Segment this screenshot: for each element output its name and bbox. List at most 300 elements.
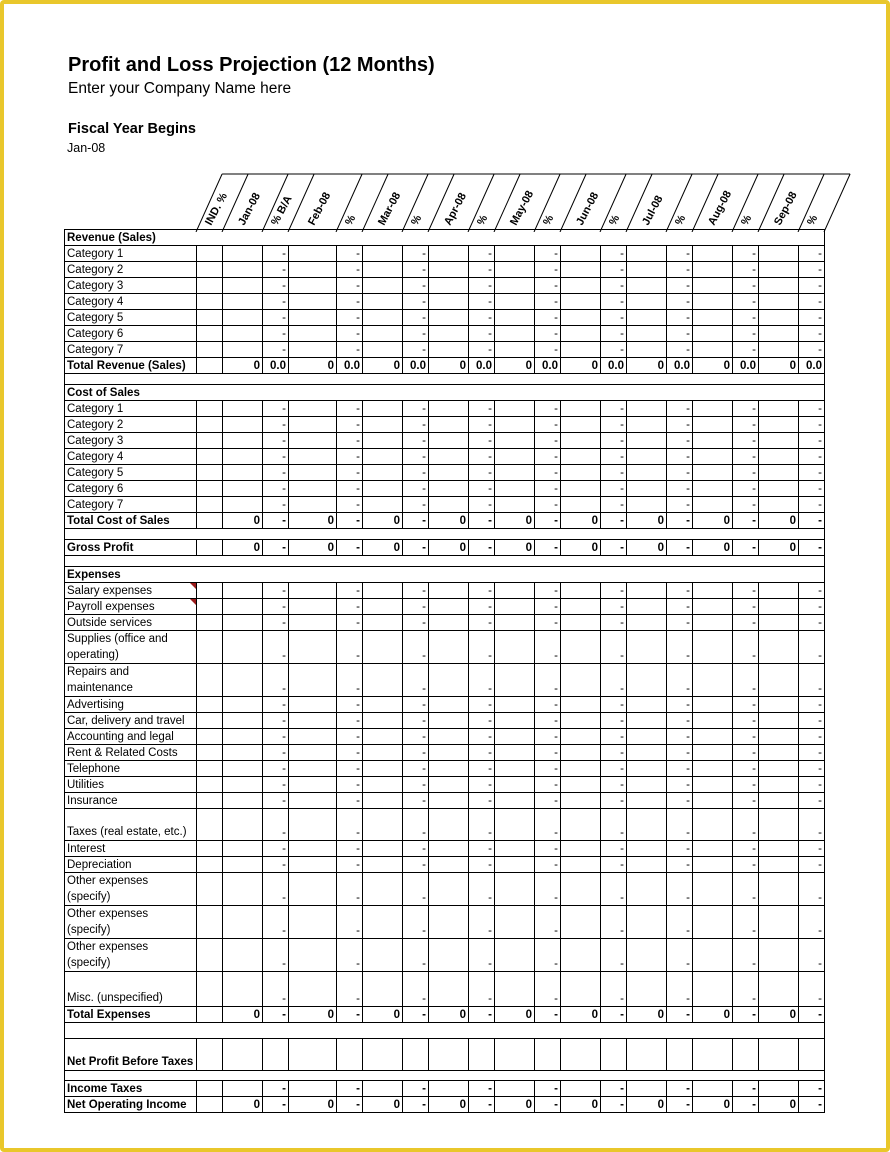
month-value-cell[interactable] bbox=[429, 841, 469, 857]
pct-cell[interactable]: - bbox=[799, 1097, 825, 1113]
pct-cell[interactable]: - bbox=[601, 857, 627, 873]
pct-cell[interactable]: - bbox=[403, 326, 429, 342]
pct-cell[interactable]: - bbox=[263, 278, 289, 294]
pct-cell[interactable]: - bbox=[667, 939, 693, 972]
month-value-cell[interactable] bbox=[627, 777, 667, 793]
pct-cell[interactable]: - bbox=[263, 449, 289, 465]
pct-cell[interactable]: - bbox=[667, 857, 693, 873]
pct-cell[interactable]: - bbox=[601, 465, 627, 481]
month-value-cell[interactable] bbox=[223, 664, 263, 697]
pct-cell[interactable]: 0.0 bbox=[263, 358, 289, 374]
pct-cell[interactable]: - bbox=[601, 433, 627, 449]
month-value-cell[interactable] bbox=[363, 906, 403, 939]
month-value-cell[interactable]: 0 bbox=[759, 358, 799, 374]
pct-cell[interactable]: - bbox=[799, 793, 825, 809]
pct-cell[interactable]: - bbox=[601, 417, 627, 433]
month-value-cell[interactable]: 0 bbox=[693, 540, 733, 556]
pct-cell[interactable]: - bbox=[337, 745, 363, 761]
pct-cell[interactable]: - bbox=[263, 777, 289, 793]
month-value-cell[interactable] bbox=[759, 793, 799, 809]
pct-cell[interactable]: - bbox=[337, 972, 363, 1007]
pct-cell[interactable]: - bbox=[601, 631, 627, 664]
month-value-cell[interactable] bbox=[363, 1039, 403, 1071]
pct-cell[interactable]: - bbox=[601, 599, 627, 615]
month-value-cell[interactable] bbox=[223, 906, 263, 939]
month-value-cell[interactable] bbox=[363, 664, 403, 697]
pct-cell[interactable]: - bbox=[733, 972, 759, 1007]
month-value-cell[interactable]: 0 bbox=[759, 540, 799, 556]
month-value-cell[interactable] bbox=[495, 262, 535, 278]
pct-cell[interactable]: - bbox=[263, 401, 289, 417]
month-value-cell[interactable] bbox=[223, 599, 263, 615]
month-value-cell[interactable] bbox=[759, 326, 799, 342]
month-value-cell[interactable] bbox=[561, 777, 601, 793]
pct-cell[interactable] bbox=[337, 1039, 363, 1071]
month-value-cell[interactable] bbox=[561, 713, 601, 729]
month-value-cell[interactable] bbox=[627, 857, 667, 873]
industry-pct-cell[interactable] bbox=[197, 939, 223, 972]
pct-cell[interactable]: - bbox=[601, 540, 627, 556]
pct-cell[interactable]: - bbox=[733, 793, 759, 809]
pct-cell[interactable]: - bbox=[733, 497, 759, 513]
month-value-cell[interactable] bbox=[495, 841, 535, 857]
month-value-cell[interactable] bbox=[429, 615, 469, 631]
pct-cell[interactable]: - bbox=[337, 310, 363, 326]
pct-cell[interactable]: - bbox=[403, 246, 429, 262]
month-value-cell[interactable] bbox=[627, 417, 667, 433]
pct-cell[interactable]: - bbox=[601, 449, 627, 465]
pct-cell[interactable]: - bbox=[601, 497, 627, 513]
month-value-cell[interactable]: 0 bbox=[289, 513, 337, 529]
month-value-cell[interactable] bbox=[363, 497, 403, 513]
pct-cell[interactable]: - bbox=[733, 401, 759, 417]
pct-cell[interactable]: - bbox=[403, 540, 429, 556]
month-value-cell[interactable] bbox=[289, 857, 337, 873]
month-value-cell[interactable] bbox=[289, 1081, 337, 1097]
industry-pct-cell[interactable] bbox=[197, 873, 223, 906]
month-value-cell[interactable]: 0 bbox=[495, 1007, 535, 1023]
month-value-cell[interactable] bbox=[627, 713, 667, 729]
pct-cell[interactable]: - bbox=[263, 1081, 289, 1097]
pct-cell[interactable]: - bbox=[799, 449, 825, 465]
pct-cell[interactable]: - bbox=[263, 857, 289, 873]
month-value-cell[interactable] bbox=[495, 631, 535, 664]
pct-cell[interactable]: - bbox=[337, 1081, 363, 1097]
pct-cell[interactable]: - bbox=[733, 278, 759, 294]
pct-cell[interactable]: - bbox=[535, 939, 561, 972]
month-value-cell[interactable] bbox=[495, 433, 535, 449]
month-value-cell[interactable] bbox=[495, 857, 535, 873]
month-value-cell[interactable]: 0 bbox=[363, 1007, 403, 1023]
month-value-cell[interactable] bbox=[363, 873, 403, 906]
pct-cell[interactable]: - bbox=[469, 262, 495, 278]
pct-cell[interactable]: - bbox=[469, 761, 495, 777]
pct-cell[interactable]: - bbox=[403, 761, 429, 777]
pct-cell[interactable]: - bbox=[469, 713, 495, 729]
pct-cell[interactable]: - bbox=[733, 939, 759, 972]
month-value-cell[interactable] bbox=[561, 262, 601, 278]
pct-cell[interactable]: - bbox=[667, 294, 693, 310]
pct-cell[interactable]: - bbox=[667, 310, 693, 326]
pct-cell[interactable]: - bbox=[403, 465, 429, 481]
pct-cell[interactable]: - bbox=[601, 246, 627, 262]
month-value-cell[interactable] bbox=[561, 631, 601, 664]
pct-cell[interactable]: - bbox=[799, 433, 825, 449]
industry-pct-cell[interactable] bbox=[197, 433, 223, 449]
month-value-cell[interactable] bbox=[495, 664, 535, 697]
month-value-cell[interactable] bbox=[289, 615, 337, 631]
pct-cell[interactable]: - bbox=[337, 278, 363, 294]
month-value-cell[interactable] bbox=[693, 857, 733, 873]
pct-cell[interactable]: - bbox=[535, 841, 561, 857]
pct-cell[interactable]: - bbox=[469, 697, 495, 713]
month-value-cell[interactable] bbox=[561, 481, 601, 497]
month-value-cell[interactable] bbox=[363, 326, 403, 342]
pct-cell[interactable]: - bbox=[733, 729, 759, 745]
month-value-cell[interactable] bbox=[363, 857, 403, 873]
pct-cell[interactable]: 0.0 bbox=[403, 358, 429, 374]
pct-cell[interactable]: - bbox=[403, 873, 429, 906]
month-value-cell[interactable]: 0 bbox=[495, 1097, 535, 1113]
month-value-cell[interactable] bbox=[223, 262, 263, 278]
month-value-cell[interactable]: 0 bbox=[561, 1097, 601, 1113]
pct-cell[interactable]: - bbox=[535, 417, 561, 433]
pct-cell[interactable]: - bbox=[535, 342, 561, 358]
month-value-cell[interactable] bbox=[627, 745, 667, 761]
pct-cell[interactable]: - bbox=[601, 262, 627, 278]
month-value-cell[interactable] bbox=[223, 401, 263, 417]
month-value-cell[interactable] bbox=[363, 401, 403, 417]
month-value-cell[interactable] bbox=[223, 1039, 263, 1071]
pct-cell[interactable]: - bbox=[733, 697, 759, 713]
month-value-cell[interactable] bbox=[627, 809, 667, 841]
month-value-cell[interactable] bbox=[429, 599, 469, 615]
pct-cell[interactable]: - bbox=[733, 1081, 759, 1097]
pct-cell[interactable]: - bbox=[403, 599, 429, 615]
pct-cell[interactable]: - bbox=[667, 777, 693, 793]
month-value-cell[interactable] bbox=[495, 745, 535, 761]
month-value-cell[interactable] bbox=[627, 278, 667, 294]
month-value-cell[interactable] bbox=[289, 697, 337, 713]
pct-cell[interactable]: - bbox=[403, 401, 429, 417]
pct-cell[interactable]: - bbox=[469, 906, 495, 939]
month-value-cell[interactable]: 0 bbox=[429, 513, 469, 529]
industry-pct-cell[interactable] bbox=[197, 481, 223, 497]
pct-cell[interactable]: - bbox=[601, 513, 627, 529]
month-value-cell[interactable] bbox=[627, 294, 667, 310]
pct-cell[interactable]: - bbox=[469, 873, 495, 906]
industry-pct-cell[interactable] bbox=[197, 246, 223, 262]
industry-pct-cell[interactable] bbox=[197, 449, 223, 465]
month-value-cell[interactable] bbox=[289, 841, 337, 857]
pct-cell[interactable]: - bbox=[337, 262, 363, 278]
month-value-cell[interactable] bbox=[759, 417, 799, 433]
month-value-cell[interactable]: 0 bbox=[759, 1007, 799, 1023]
pct-cell[interactable]: - bbox=[667, 465, 693, 481]
industry-pct-cell[interactable] bbox=[197, 777, 223, 793]
pct-cell[interactable]: - bbox=[733, 761, 759, 777]
pct-cell[interactable]: - bbox=[601, 310, 627, 326]
pct-cell[interactable]: 0.0 bbox=[337, 358, 363, 374]
pct-cell[interactable]: 0.0 bbox=[733, 358, 759, 374]
industry-pct-cell[interactable] bbox=[197, 342, 223, 358]
month-value-cell[interactable] bbox=[561, 972, 601, 1007]
pct-cell[interactable]: - bbox=[799, 278, 825, 294]
pct-cell[interactable]: - bbox=[403, 262, 429, 278]
month-value-cell[interactable] bbox=[627, 1081, 667, 1097]
pct-cell[interactable]: - bbox=[403, 342, 429, 358]
company-name-placeholder[interactable]: Enter your Company Name here bbox=[68, 80, 292, 97]
pct-cell[interactable]: - bbox=[337, 599, 363, 615]
month-value-cell[interactable] bbox=[429, 906, 469, 939]
industry-pct-cell[interactable] bbox=[197, 713, 223, 729]
month-value-cell[interactable] bbox=[759, 599, 799, 615]
pct-cell[interactable]: - bbox=[469, 246, 495, 262]
pct-cell[interactable]: - bbox=[799, 417, 825, 433]
month-value-cell[interactable]: 0 bbox=[289, 358, 337, 374]
month-value-cell[interactable] bbox=[223, 497, 263, 513]
month-value-cell[interactable] bbox=[223, 310, 263, 326]
month-value-cell[interactable] bbox=[627, 246, 667, 262]
month-value-cell[interactable] bbox=[561, 401, 601, 417]
pct-cell[interactable]: - bbox=[403, 631, 429, 664]
month-value-cell[interactable] bbox=[561, 583, 601, 599]
month-value-cell[interactable] bbox=[693, 873, 733, 906]
pct-cell[interactable]: - bbox=[403, 841, 429, 857]
month-value-cell[interactable] bbox=[429, 873, 469, 906]
pct-cell[interactable]: - bbox=[469, 664, 495, 697]
pct-cell[interactable]: - bbox=[263, 583, 289, 599]
month-value-cell[interactable] bbox=[693, 761, 733, 777]
industry-pct-cell[interactable] bbox=[197, 513, 223, 529]
month-value-cell[interactable] bbox=[223, 809, 263, 841]
pct-cell[interactable]: - bbox=[403, 745, 429, 761]
pct-cell[interactable]: - bbox=[535, 262, 561, 278]
pct-cell[interactable]: - bbox=[799, 401, 825, 417]
month-value-cell[interactable] bbox=[693, 841, 733, 857]
month-value-cell[interactable] bbox=[759, 465, 799, 481]
pct-cell[interactable]: - bbox=[601, 777, 627, 793]
month-value-cell[interactable] bbox=[759, 841, 799, 857]
pct-cell[interactable]: - bbox=[601, 1007, 627, 1023]
month-value-cell[interactable] bbox=[627, 615, 667, 631]
month-value-cell[interactable] bbox=[495, 599, 535, 615]
pct-cell[interactable]: - bbox=[667, 278, 693, 294]
industry-pct-cell[interactable] bbox=[197, 793, 223, 809]
month-value-cell[interactable] bbox=[759, 906, 799, 939]
pct-cell[interactable]: - bbox=[667, 972, 693, 1007]
month-value-cell[interactable] bbox=[363, 465, 403, 481]
month-value-cell[interactable] bbox=[495, 777, 535, 793]
month-value-cell[interactable] bbox=[363, 1081, 403, 1097]
month-value-cell[interactable] bbox=[561, 841, 601, 857]
pct-cell[interactable]: - bbox=[263, 939, 289, 972]
industry-pct-cell[interactable] bbox=[197, 1007, 223, 1023]
industry-pct-cell[interactable] bbox=[197, 417, 223, 433]
pct-cell[interactable]: - bbox=[535, 906, 561, 939]
month-value-cell[interactable]: 0 bbox=[363, 358, 403, 374]
pct-cell[interactable]: - bbox=[337, 841, 363, 857]
pct-cell[interactable]: - bbox=[535, 540, 561, 556]
month-value-cell[interactable] bbox=[495, 310, 535, 326]
pct-cell[interactable]: - bbox=[403, 939, 429, 972]
pct-cell[interactable]: - bbox=[535, 1081, 561, 1097]
industry-pct-cell[interactable] bbox=[197, 278, 223, 294]
month-value-cell[interactable] bbox=[223, 433, 263, 449]
pct-cell[interactable]: - bbox=[601, 729, 627, 745]
month-value-cell[interactable] bbox=[759, 583, 799, 599]
month-value-cell[interactable] bbox=[561, 497, 601, 513]
month-value-cell[interactable] bbox=[363, 972, 403, 1007]
month-value-cell[interactable] bbox=[289, 664, 337, 697]
pct-cell[interactable]: - bbox=[667, 433, 693, 449]
month-value-cell[interactable] bbox=[693, 777, 733, 793]
month-value-cell[interactable] bbox=[561, 1081, 601, 1097]
pct-cell[interactable]: - bbox=[469, 729, 495, 745]
pct-cell[interactable]: - bbox=[263, 294, 289, 310]
pct-cell[interactable]: - bbox=[337, 664, 363, 697]
month-value-cell[interactable] bbox=[223, 841, 263, 857]
pct-cell[interactable]: - bbox=[263, 809, 289, 841]
pct-cell[interactable]: - bbox=[733, 262, 759, 278]
industry-pct-cell[interactable] bbox=[197, 326, 223, 342]
month-value-cell[interactable] bbox=[627, 1039, 667, 1071]
month-value-cell[interactable] bbox=[759, 246, 799, 262]
month-value-cell[interactable] bbox=[495, 246, 535, 262]
pct-cell[interactable]: - bbox=[403, 294, 429, 310]
pct-cell[interactable]: - bbox=[337, 713, 363, 729]
pct-cell[interactable]: - bbox=[733, 809, 759, 841]
month-value-cell[interactable] bbox=[429, 401, 469, 417]
pct-cell[interactable]: - bbox=[799, 939, 825, 972]
month-value-cell[interactable] bbox=[759, 873, 799, 906]
pct-cell[interactable]: - bbox=[667, 873, 693, 906]
pct-cell[interactable]: - bbox=[799, 1007, 825, 1023]
pct-cell[interactable]: - bbox=[667, 326, 693, 342]
month-value-cell[interactable] bbox=[495, 873, 535, 906]
pct-cell[interactable]: - bbox=[469, 513, 495, 529]
industry-pct-cell[interactable] bbox=[197, 664, 223, 697]
pct-cell[interactable]: - bbox=[667, 246, 693, 262]
pct-cell[interactable]: - bbox=[535, 697, 561, 713]
pct-cell[interactable]: - bbox=[799, 310, 825, 326]
month-value-cell[interactable] bbox=[223, 777, 263, 793]
pct-cell[interactable]: - bbox=[799, 777, 825, 793]
month-value-cell[interactable] bbox=[627, 761, 667, 777]
pct-cell[interactable]: - bbox=[403, 278, 429, 294]
month-value-cell[interactable] bbox=[759, 729, 799, 745]
pct-cell[interactable]: - bbox=[535, 664, 561, 697]
pct-cell[interactable]: - bbox=[263, 873, 289, 906]
month-value-cell[interactable] bbox=[759, 631, 799, 664]
month-value-cell[interactable] bbox=[363, 449, 403, 465]
month-value-cell[interactable] bbox=[759, 615, 799, 631]
pct-cell[interactable] bbox=[469, 1039, 495, 1071]
month-value-cell[interactable] bbox=[429, 809, 469, 841]
pct-cell[interactable]: - bbox=[263, 615, 289, 631]
pct-cell[interactable]: - bbox=[337, 793, 363, 809]
pct-cell[interactable]: - bbox=[469, 777, 495, 793]
month-value-cell[interactable] bbox=[693, 939, 733, 972]
month-value-cell[interactable] bbox=[693, 631, 733, 664]
month-value-cell[interactable]: 0 bbox=[363, 1097, 403, 1113]
month-value-cell[interactable] bbox=[223, 615, 263, 631]
month-value-cell[interactable] bbox=[693, 326, 733, 342]
industry-pct-cell[interactable] bbox=[197, 294, 223, 310]
month-value-cell[interactable]: 0 bbox=[223, 513, 263, 529]
pct-cell[interactable]: - bbox=[403, 793, 429, 809]
pct-cell[interactable] bbox=[601, 1039, 627, 1071]
month-value-cell[interactable] bbox=[561, 906, 601, 939]
month-value-cell[interactable] bbox=[223, 761, 263, 777]
pct-cell[interactable]: - bbox=[535, 793, 561, 809]
month-value-cell[interactable] bbox=[289, 713, 337, 729]
month-value-cell[interactable] bbox=[561, 664, 601, 697]
month-value-cell[interactable] bbox=[363, 417, 403, 433]
month-value-cell[interactable] bbox=[693, 342, 733, 358]
month-value-cell[interactable] bbox=[693, 697, 733, 713]
month-value-cell[interactable] bbox=[693, 433, 733, 449]
pct-cell[interactable]: 0.0 bbox=[469, 358, 495, 374]
pct-cell[interactable]: - bbox=[733, 713, 759, 729]
pct-cell[interactable]: - bbox=[403, 906, 429, 939]
month-value-cell[interactable] bbox=[627, 599, 667, 615]
month-value-cell[interactable] bbox=[495, 497, 535, 513]
month-value-cell[interactable] bbox=[495, 761, 535, 777]
month-value-cell[interactable] bbox=[561, 729, 601, 745]
month-value-cell[interactable] bbox=[693, 1081, 733, 1097]
month-value-cell[interactable] bbox=[289, 278, 337, 294]
pct-cell[interactable]: - bbox=[667, 497, 693, 513]
month-value-cell[interactable] bbox=[561, 310, 601, 326]
month-value-cell[interactable] bbox=[627, 793, 667, 809]
pct-cell[interactable]: - bbox=[337, 449, 363, 465]
pct-cell[interactable]: - bbox=[263, 342, 289, 358]
pct-cell[interactable]: - bbox=[337, 513, 363, 529]
month-value-cell[interactable] bbox=[627, 873, 667, 906]
month-value-cell[interactable] bbox=[289, 246, 337, 262]
month-value-cell[interactable] bbox=[561, 246, 601, 262]
month-value-cell[interactable] bbox=[363, 294, 403, 310]
pct-cell[interactable]: - bbox=[667, 583, 693, 599]
pct-cell[interactable] bbox=[535, 1039, 561, 1071]
month-value-cell[interactable] bbox=[495, 793, 535, 809]
industry-pct-cell[interactable] bbox=[197, 540, 223, 556]
pct-cell[interactable]: - bbox=[667, 401, 693, 417]
month-value-cell[interactable] bbox=[223, 873, 263, 906]
pct-cell[interactable]: - bbox=[799, 540, 825, 556]
pct-cell[interactable]: - bbox=[733, 326, 759, 342]
pct-cell[interactable]: - bbox=[535, 481, 561, 497]
industry-pct-cell[interactable] bbox=[197, 906, 223, 939]
pct-cell[interactable]: - bbox=[799, 873, 825, 906]
month-value-cell[interactable]: 0 bbox=[223, 358, 263, 374]
month-value-cell[interactable] bbox=[429, 972, 469, 1007]
month-value-cell[interactable]: 0 bbox=[223, 1007, 263, 1023]
pct-cell[interactable]: - bbox=[337, 809, 363, 841]
month-value-cell[interactable] bbox=[561, 433, 601, 449]
pct-cell[interactable]: - bbox=[799, 809, 825, 841]
pct-cell[interactable]: - bbox=[263, 513, 289, 529]
pct-cell[interactable]: - bbox=[535, 449, 561, 465]
month-value-cell[interactable] bbox=[693, 497, 733, 513]
month-value-cell[interactable] bbox=[429, 465, 469, 481]
pct-cell[interactable]: - bbox=[535, 583, 561, 599]
pct-cell[interactable]: - bbox=[535, 513, 561, 529]
month-value-cell[interactable] bbox=[561, 417, 601, 433]
pct-cell[interactable]: - bbox=[799, 583, 825, 599]
pct-cell[interactable] bbox=[799, 1039, 825, 1071]
